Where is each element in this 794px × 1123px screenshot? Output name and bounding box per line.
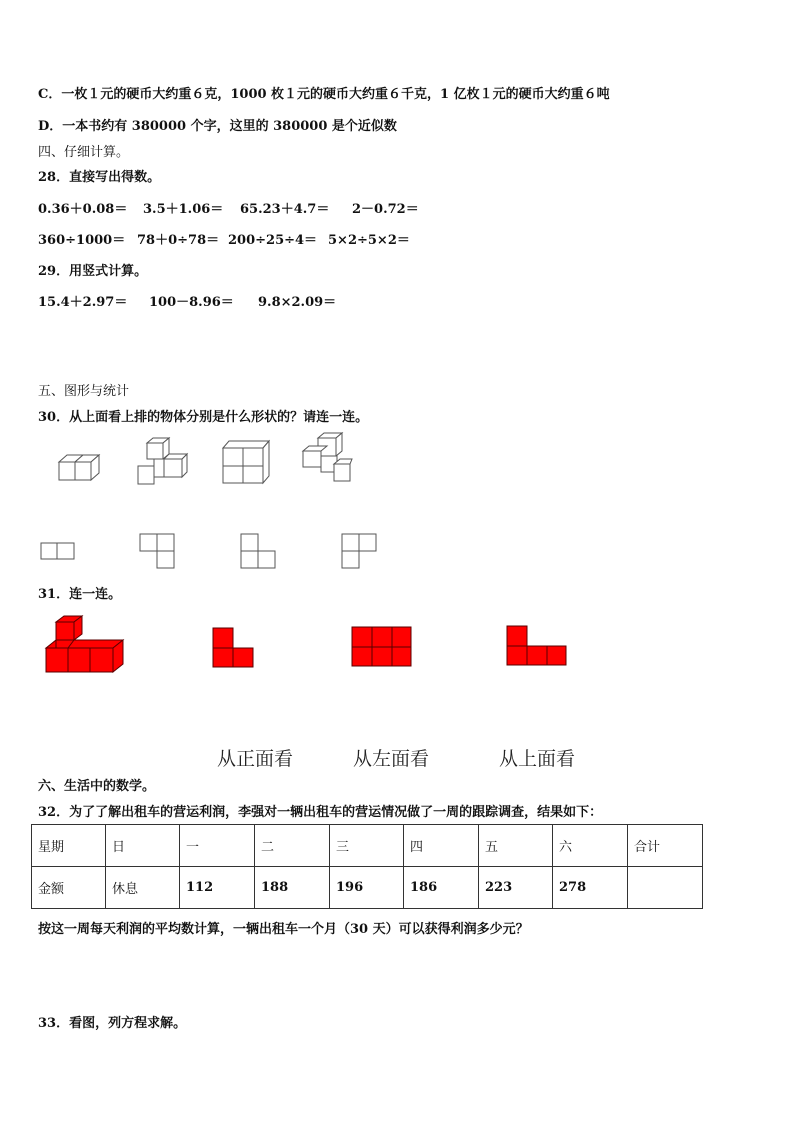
question-29: 29．用竖式计算。 (38, 264, 148, 279)
question-32-prompt: 按这一周每天利润的平均数计算，一辆出租车一个月（30 天）可以获得利润多少元？ (38, 922, 529, 937)
profit-table (31, 824, 703, 909)
table-cell: 278 (553, 867, 628, 909)
top-view-4 (341, 533, 379, 571)
cube-figure-3 (220, 438, 270, 486)
view-label-front: 从正面看 (217, 748, 294, 770)
table-cell: 日 (106, 825, 180, 867)
table-cell: 金额 (32, 867, 106, 909)
table-cell: 休息 (106, 867, 180, 909)
q28-item: 2－0.72＝ (352, 202, 419, 217)
q28-item: 200÷25÷4＝ (228, 233, 318, 248)
option-c-line: C．一枚１元的硬币大约重６克，1000 枚１元的硬币大约重６千克，1 亿枚１元的硬币大约重６吨 (38, 87, 610, 102)
section-5-heading: 五、图形与统计 (38, 384, 130, 399)
question-33: 33．看图，列方程求解。 (38, 1016, 187, 1031)
table-cell: 合计 (628, 825, 703, 867)
red-l-shape (212, 627, 256, 669)
table-cell: 四 (404, 825, 479, 867)
section-6-heading: 六、生活中的数学。 (38, 779, 156, 794)
table-cell: 六 (553, 825, 628, 867)
q29-item: 9.8×2.09＝ (258, 295, 337, 310)
top-view-1 (40, 542, 76, 560)
question-31: 31．连一连。 (38, 587, 122, 602)
red-long-l-shape (506, 625, 568, 667)
q28-item: 360÷1000＝ (38, 233, 126, 248)
view-label-top: 从上面看 (499, 748, 576, 770)
cube-figure-2 (135, 436, 190, 488)
table-row (32, 825, 703, 867)
table-cell: 三 (330, 825, 404, 867)
view-label-left: 从左面看 (353, 748, 430, 770)
red-cube-solid (44, 614, 129, 676)
q28-item: 5×2÷5×2＝ (328, 233, 410, 248)
table-cell: 二 (255, 825, 330, 867)
table-cell: 一 (180, 825, 255, 867)
red-grid-shape (351, 626, 413, 668)
table-cell (628, 867, 703, 909)
q28-item: 0.36＋0.08＝ (38, 202, 128, 217)
table-cell: 112 (180, 867, 255, 909)
question-30: 30．从上面看上排的物体分别是什么形状的？请连一连。 (38, 410, 369, 425)
cube-figure-4 (300, 432, 355, 487)
table-cell: 五 (479, 825, 553, 867)
q28-item: 3.5＋1.06＝ (143, 202, 224, 217)
q28-item: 78＋0÷78＝ (137, 233, 220, 248)
q29-item: 15.4＋2.97＝ (38, 295, 128, 310)
table-cell: 186 (404, 867, 479, 909)
cube-figure-1 (55, 450, 105, 485)
table-cell: 星期 (32, 825, 106, 867)
question-28: 28．直接写出得数。 (38, 170, 161, 185)
q28-item: 65.23＋4.7＝ (240, 202, 330, 217)
table-cell: 223 (479, 867, 553, 909)
question-32: 32．为了了解出租车的营运利润，李强对一辆出租车的营运情况做了一周的跟踪调查，结果如下： (38, 805, 603, 820)
q29-item: 100－8.96＝ (149, 295, 234, 310)
top-view-2 (139, 533, 177, 571)
option-d-line: D．一本书约有 380000 个字，这里的 380000 是个近似数 (38, 119, 397, 134)
top-view-3 (240, 533, 278, 571)
table-cell: 188 (255, 867, 330, 909)
section-4-heading: 四、仔细计算。 (38, 145, 130, 160)
table-row (32, 867, 703, 909)
table-cell: 196 (330, 867, 404, 909)
